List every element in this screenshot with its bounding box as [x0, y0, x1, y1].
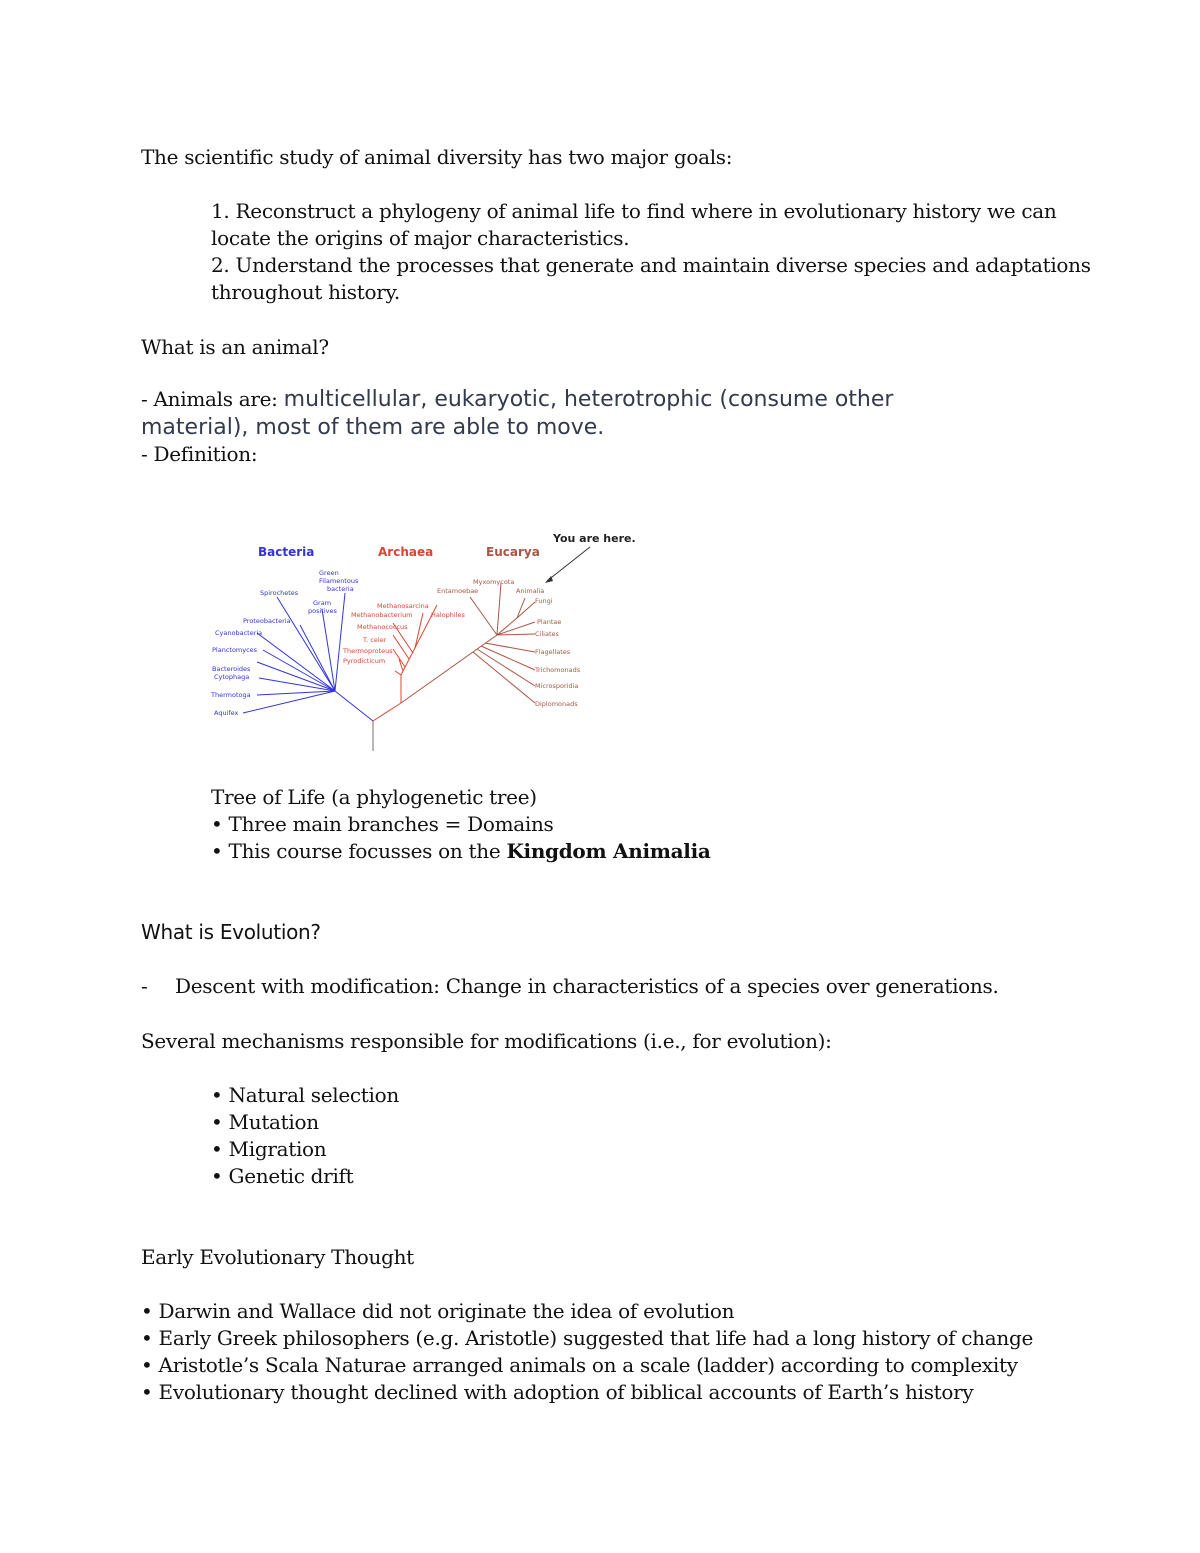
animals-line — [141, 386, 893, 413]
bacteria-group-label: Spirochetes — [260, 589, 299, 597]
eucarya-group-label: Entamoebae — [437, 587, 479, 595]
question-evolution: What is Evolution? — [141, 920, 321, 944]
early-heading: Early Evolutionary Thought — [141, 1245, 414, 1269]
eucarya-group-label: Animalia — [516, 587, 545, 595]
goal-line: 1. Reconstruct a phylogeny of animal life to find where in evolutionary history we can — [211, 199, 1057, 223]
archaea-group-label: Methanosarcina — [377, 602, 429, 610]
eucarya-group-label: Myxomycota — [473, 578, 515, 586]
you-are-here-label: You are here. — [553, 532, 636, 545]
bacteria-group-label: positives — [308, 607, 337, 615]
eucarya-group-label: Diplomonads — [535, 700, 578, 708]
intro-text: The scientific study of animal diversity has two major goals: — [141, 145, 733, 169]
bacteria-group-label: Aquifex — [214, 709, 239, 717]
you-are-here-arrow — [547, 547, 590, 581]
bacteria-group-label: Gram — [313, 599, 332, 607]
mechanism-item: • Migration — [211, 1137, 327, 1161]
early-point: • Evolutionary thought declined with adoption of biblical accounts of Earth’s history — [141, 1380, 974, 1404]
bacteria-group-label: Proteobacteria — [243, 617, 291, 625]
mechanism-item: • Mutation — [211, 1110, 319, 1134]
mechanisms-intro: Several mechanisms responsible for modifications (i.e., for evolution): — [141, 1029, 832, 1053]
tree-bullet — [211, 838, 711, 865]
descent-dash: - — [141, 974, 148, 998]
archaea-group-label: Methanococcus — [357, 623, 408, 631]
eucarya-group-label: Trichomonads — [535, 666, 581, 674]
tree-caption: Tree of Life (a phylogenetic tree) — [211, 785, 537, 809]
descent-text: Descent with modification: Change in characteristics of a species over generations. — [175, 974, 999, 998]
domain-label-bacteria: Bacteria — [258, 545, 315, 559]
archaea-group-label: Pyrodicticum — [343, 657, 386, 665]
early-point: • Darwin and Wallace did not originate the idea of evolution — [141, 1299, 735, 1323]
tree-bullet: • Three main branches = Domains — [211, 812, 554, 836]
goal-line: locate the origins of major characteristics. — [211, 226, 630, 250]
archaea-group-label: Thermoproteus — [343, 647, 393, 655]
domain-label-eucarya: Eucarya — [486, 545, 540, 559]
archaea-group-label: Halophiles — [431, 611, 465, 619]
bacteria-group-label: Cyanobacteria — [215, 629, 263, 637]
bacteria-group-label: Bacteroides — [212, 665, 251, 673]
bacteria-group-label: Thermotoga — [211, 691, 251, 699]
eucarya-group-label: Plantae — [537, 618, 562, 626]
question-animal: What is an animal? — [141, 335, 329, 359]
archaea-group-label: T. celer — [363, 636, 387, 644]
bacteria-group-label: bacteria — [327, 585, 354, 593]
animals-prefix: - Animals are: — [141, 387, 284, 411]
eucarya-branches — [401, 583, 535, 703]
archaea-group-label: Methanobacterium — [351, 611, 413, 619]
early-point: • Early Greek philosophers (e.g. Aristotle) suggested that life had a long history of change — [141, 1326, 1033, 1350]
domain-label-archaea: Archaea — [378, 545, 434, 559]
eucarya-group-label: Flagellates — [535, 648, 571, 656]
bacteria-group-label: Cytophaga — [214, 673, 250, 681]
eucarya-group-label: Ciliates — [535, 630, 559, 638]
eucarya-group-label: Microsporidia — [535, 682, 579, 690]
mechanism-item: • Genetic drift — [211, 1164, 354, 1188]
bacteria-group-label: Green — [319, 569, 339, 577]
goal-line: throughout history. — [211, 280, 400, 304]
tree-bullet-text: • This course focusses on the — [211, 839, 507, 863]
kingdom-animalia: Kingdom Animalia — [506, 839, 711, 863]
early-point: • Aristotle’s Scala Naturae arranged animals on a scale (ladder) according to complexity — [141, 1353, 1018, 1377]
definition-label: - Definition: — [141, 442, 258, 466]
tree-of-life-figure — [205, 525, 645, 755]
mechanism-item: • Natural selection — [211, 1083, 399, 1107]
bacteria-group-label: Planctomyces — [212, 646, 258, 654]
eucarya-group-label: Fungi — [535, 597, 553, 605]
bacteria-group-label: Filamentous — [319, 577, 359, 585]
animals-description-cont: material), most of them are able to move. — [141, 415, 605, 440]
animals-description: multicellular, eukaryotic, heterotrophic (consume other — [283, 387, 894, 412]
goal-line: 2. Understand the processes that generate and maintain diverse species and adaptations — [211, 253, 1091, 277]
